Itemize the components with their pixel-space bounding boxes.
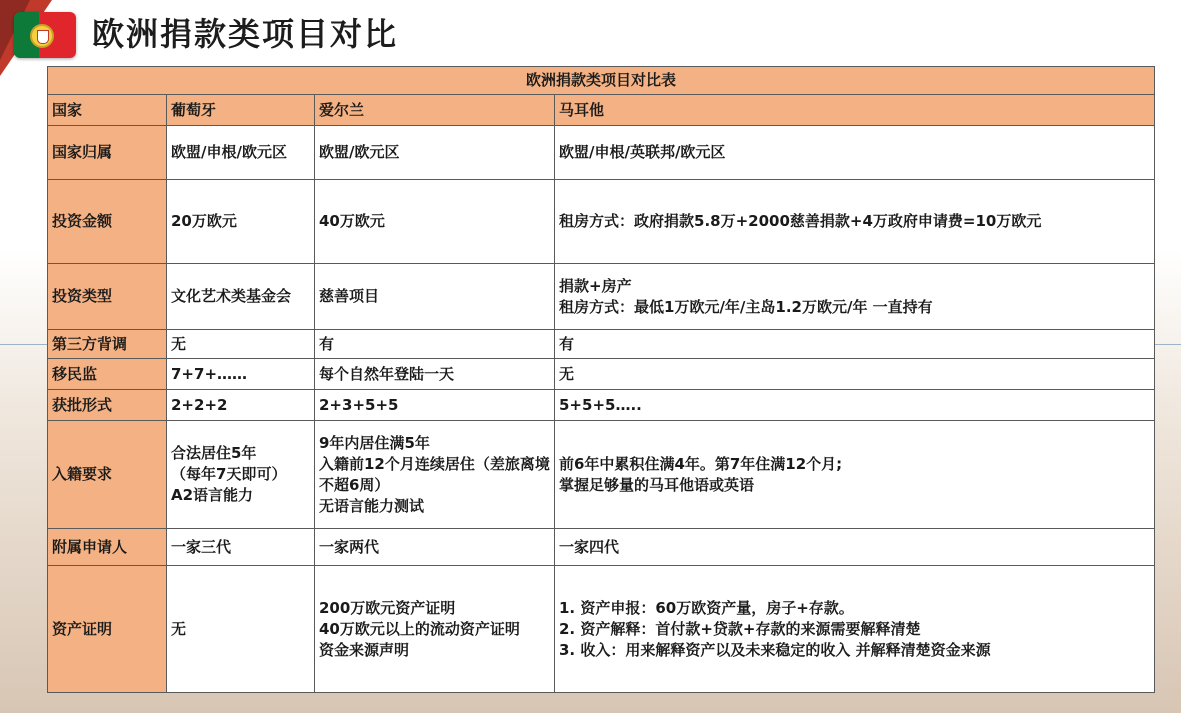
cell-line: 2+3+5+5 [319,395,399,414]
cell-ireland [315,566,555,693]
cell-line: 有 [319,334,335,353]
table-caption: 欧洲捐款类项目对比表 [48,67,1155,95]
row-label: 移民监 [48,359,167,390]
cell-line: 欧盟/申根/欧元区 [171,143,287,161]
header-country: 国家 [48,95,167,126]
cell-line: 一家四代 [559,537,620,556]
page-title: 欧洲捐款类项目对比 [92,15,399,53]
cell-line: 9年内居住满5年 [319,433,430,452]
cell-line: 文化艺术类基金会 [171,287,292,305]
table-row [48,180,1155,264]
cell-line: 2+2+2 [171,395,228,414]
cell-line: 有 [559,334,575,353]
table-row [48,421,1155,529]
cell-line: 前6年中累积住满4年。第7年住满12个月; [559,454,843,473]
cell-portugal [167,126,315,180]
cell-line: 20万欧元 [171,212,237,230]
cell-line: 慈善项目 [319,287,380,305]
cell-line: 无 [171,334,187,353]
row-label: 第三方背调 [48,330,167,359]
cell-ireland [315,264,555,330]
cell-ireland [315,330,555,359]
cell-malta [555,359,1155,390]
cell-line: 3. 收入：用来解释资产以及未来稳定的收入 并解释清楚资金来源 [559,640,991,659]
table-row [48,126,1155,180]
cell-ireland [315,421,555,529]
row-label: 投资类型 [48,264,167,330]
row-label: 国家归属 [48,126,167,180]
table-row [48,390,1155,421]
cell-portugal [167,566,315,693]
cell-portugal [167,390,315,421]
header-malta: 马耳他 [555,95,1155,126]
table-row [48,330,1155,359]
row-label: 附属申请人 [48,529,167,566]
cell-line: 7+7+…… [171,364,248,383]
cell-line: 租房方式：最低1万欧元/年/主岛1.2万欧元/年 一直持有 [559,297,933,316]
cell-malta [555,126,1155,180]
cell-line: 掌握足够量的马耳他语或英语 [559,475,755,494]
row-label: 获批形式 [48,390,167,421]
cell-line: 每个自然年登陆一天 [319,364,455,383]
cell-line: 无语言能力测试 [319,496,425,515]
cell-ireland [315,126,555,180]
cell-malta [555,566,1155,693]
cell-ireland [315,529,555,566]
cell-portugal [167,529,315,566]
row-label: 资产证明 [48,566,167,693]
cell-line: 租房方式：政府捐款5.8万+2000慈善捐款+4万政府申请费=10万欧元 [559,212,1042,230]
cell-portugal [167,359,315,390]
cell-portugal [167,180,315,264]
cell-line: 5+5+5….. [559,395,642,414]
cell-malta [555,421,1155,529]
cell-line: 40万欧元 [319,212,385,230]
row-label: 投资金额 [48,180,167,264]
table-row [48,566,1155,693]
cell-portugal [167,421,315,529]
cell-line: 入籍前12个月连续居住（差旅离境不超6周） [319,454,550,494]
cell-ireland [315,359,555,390]
table-row [48,359,1155,390]
cell-line: 欧盟/欧元区 [319,143,400,161]
cell-malta [555,390,1155,421]
comparison-table [47,66,1155,693]
cell-line: 资金来源声明 [319,640,410,659]
cell-line: 一家两代 [319,537,380,556]
cell-ireland [315,180,555,264]
cell-portugal [167,330,315,359]
cell-line: 1. 资产申报：60万欧资产量，房子+存款。 [559,598,854,617]
cell-portugal [167,264,315,330]
cell-line: 200万欧元资产证明 [319,598,456,617]
header-ireland: 爱尔兰 [315,95,555,126]
cell-line: 合法居住5年 [171,444,257,462]
row-label: 入籍要求 [48,421,167,529]
cell-line: A2语言能力 [171,486,254,504]
cell-line: 一家三代 [171,537,232,556]
header-row [48,95,1155,126]
cell-malta [555,529,1155,566]
header-portugal: 葡萄牙 [167,95,315,126]
cell-line: 无 [559,364,575,383]
portugal-flag-icon [14,12,76,58]
cell-ireland [315,390,555,421]
table-row [48,529,1155,566]
cell-line: 40万欧元以上的流动资产证明 [319,619,520,638]
cell-malta [555,330,1155,359]
cell-line: 捐款+房产 [559,276,632,295]
cell-malta [555,180,1155,264]
cell-line: （每年7天即可） [171,465,287,483]
table-row [48,264,1155,330]
cell-line: 无 [171,619,187,638]
cell-line: 欧盟/申根/英联邦/欧元区 [559,143,726,161]
cell-line: 2. 资产解释：首付款+贷款+存款的来源需要解释清楚 [559,619,921,638]
cell-malta [555,264,1155,330]
